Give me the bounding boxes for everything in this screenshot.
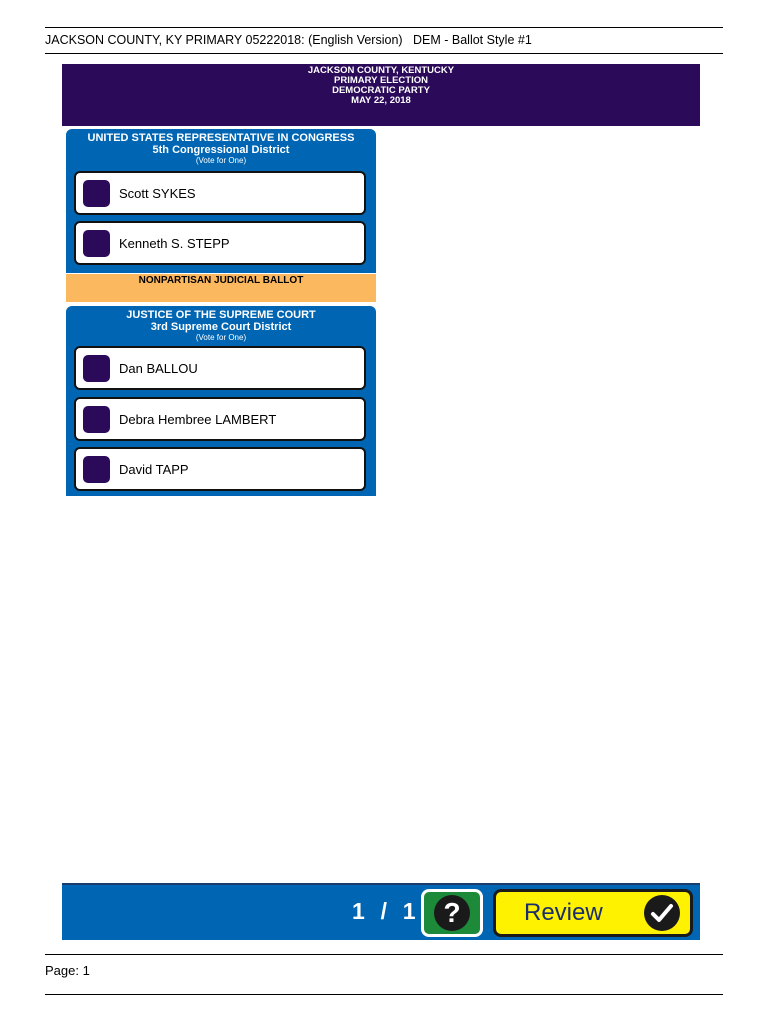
- vote-checkbox[interactable]: [83, 180, 110, 207]
- candidate-option-dan-ballou[interactable]: [74, 346, 366, 390]
- banner-party: DEMOCRATIC PARTY: [332, 85, 430, 96]
- contest-vote-instruction: (Vote for One): [195, 156, 247, 165]
- section-header-nonpartisan: NONPARTISAN JUDICIAL BALLOT: [66, 274, 376, 302]
- contest-supreme-court-justice: [66, 306, 376, 496]
- banner-date: MAY 22, 2018: [351, 95, 411, 106]
- candidate-option-scott-sykes[interactable]: [74, 171, 366, 215]
- vote-checkbox[interactable]: [83, 230, 110, 257]
- header-rule-bottom: [45, 53, 723, 54]
- contest-subtitle: 3rd Supreme Court District: [150, 321, 292, 333]
- footer-rule-top: [45, 954, 723, 955]
- page-number: Page: 1: [45, 963, 90, 978]
- contest-vote-instruction: (Vote for One): [195, 333, 247, 342]
- banner-county: JACKSON COUNTY, KENTUCKY: [307, 65, 455, 76]
- candidate-name: Kenneth S. STEPP: [119, 235, 230, 251]
- review-button[interactable]: [493, 889, 693, 937]
- vote-checkbox[interactable]: [83, 456, 110, 483]
- contest-subtitle: 5th Congressional District: [152, 144, 290, 156]
- candidate-name: Scott SYKES: [119, 185, 196, 201]
- vote-checkbox[interactable]: [83, 406, 110, 433]
- banner-election: PRIMARY ELECTION: [334, 75, 428, 86]
- review-label: Review: [524, 899, 603, 926]
- footer-rule-bottom: [45, 994, 723, 995]
- help-button[interactable]: [421, 889, 483, 937]
- candidate-name: David TAPP: [119, 461, 189, 477]
- candidate-name: Dan BALLOU: [119, 360, 198, 376]
- candidate-option-debra-lambert[interactable]: [74, 397, 366, 441]
- header-rule-top: [45, 27, 723, 28]
- contest-title: JUSTICE OF THE SUPREME COURT: [126, 309, 316, 321]
- document-header: JACKSON COUNTY, KY PRIMARY 05222018: (English Version) DEM - Ballot Style #1: [45, 33, 532, 47]
- candidate-option-kenneth-stepp[interactable]: [74, 221, 366, 265]
- question-mark-icon: ?: [434, 895, 470, 931]
- vote-checkbox[interactable]: [83, 355, 110, 382]
- candidate-option-david-tapp[interactable]: [74, 447, 366, 491]
- navigation-bar: [62, 883, 700, 940]
- ballot-banner: [62, 64, 700, 126]
- checkmark-icon: [644, 895, 680, 931]
- page-indicator: 1 / 1: [352, 898, 417, 924]
- contest-us-representative: [66, 129, 376, 273]
- candidate-name: Debra Hembree LAMBERT: [119, 411, 277, 427]
- contest-title: UNITED STATES REPRESENTATIVE IN CONGRESS: [87, 132, 355, 144]
